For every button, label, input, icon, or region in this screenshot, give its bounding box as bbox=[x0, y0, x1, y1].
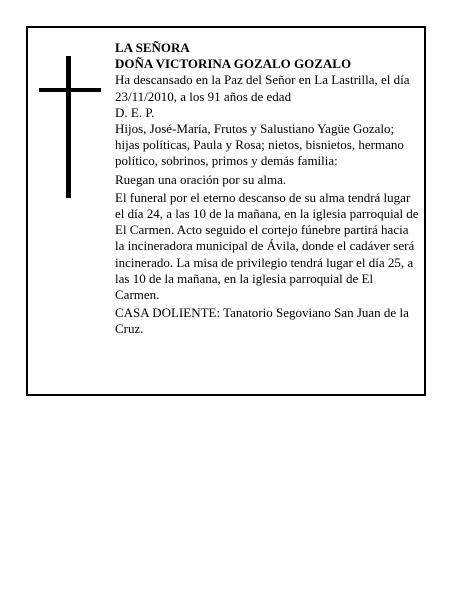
notice-text bbox=[115, 40, 419, 338]
notice-dep: D. E. P. bbox=[115, 104, 155, 120]
notice-deceased-name: DOÑA VICTORINA GOZALO GOZALO bbox=[115, 56, 352, 72]
notice-death-info: Ha descansado en la Paz del Señor en La Lastrilla, el día 23/11/2010, a los 91 años de edad bbox=[115, 72, 410, 104]
notice-title-line1: LA SEÑORA bbox=[115, 40, 190, 55]
obituary-notice bbox=[26, 26, 426, 396]
cross-icon bbox=[39, 56, 101, 198]
cross-vertical-bar bbox=[66, 56, 71, 198]
notice-funeral-info: El funeral por el eterno descanso de su alma tendrá lugar el día 24, a las 10 de la mañana, en la iglesia parroquial de El Carmen. Acto seguido el cortejo fúnebre partirá hacia la incineradora municipal de Ávila, donde el cadáver será incinerado. La misa de privilegio tendrá lugar el día 25, a las 10 de la mañana, en la iglesia parroquial de El Carmen. bbox=[115, 189, 419, 303]
notice-prayer-request: Ruegan una oración por su alma. bbox=[115, 171, 287, 187]
notice-casa-doliente: CASA DOLIENTE: Tanatorio Segoviano San Juan de la Cruz. bbox=[115, 305, 409, 337]
cross-horizontal-bar bbox=[39, 88, 101, 92]
notice-family: Hijos, José-María, Frutos y Salustiano Yagüe Gozalo; hijas políticas, Paula y Rosa; nietos, bisnietos, hermano político, sobrinos, primos y demás familia: bbox=[115, 121, 404, 169]
